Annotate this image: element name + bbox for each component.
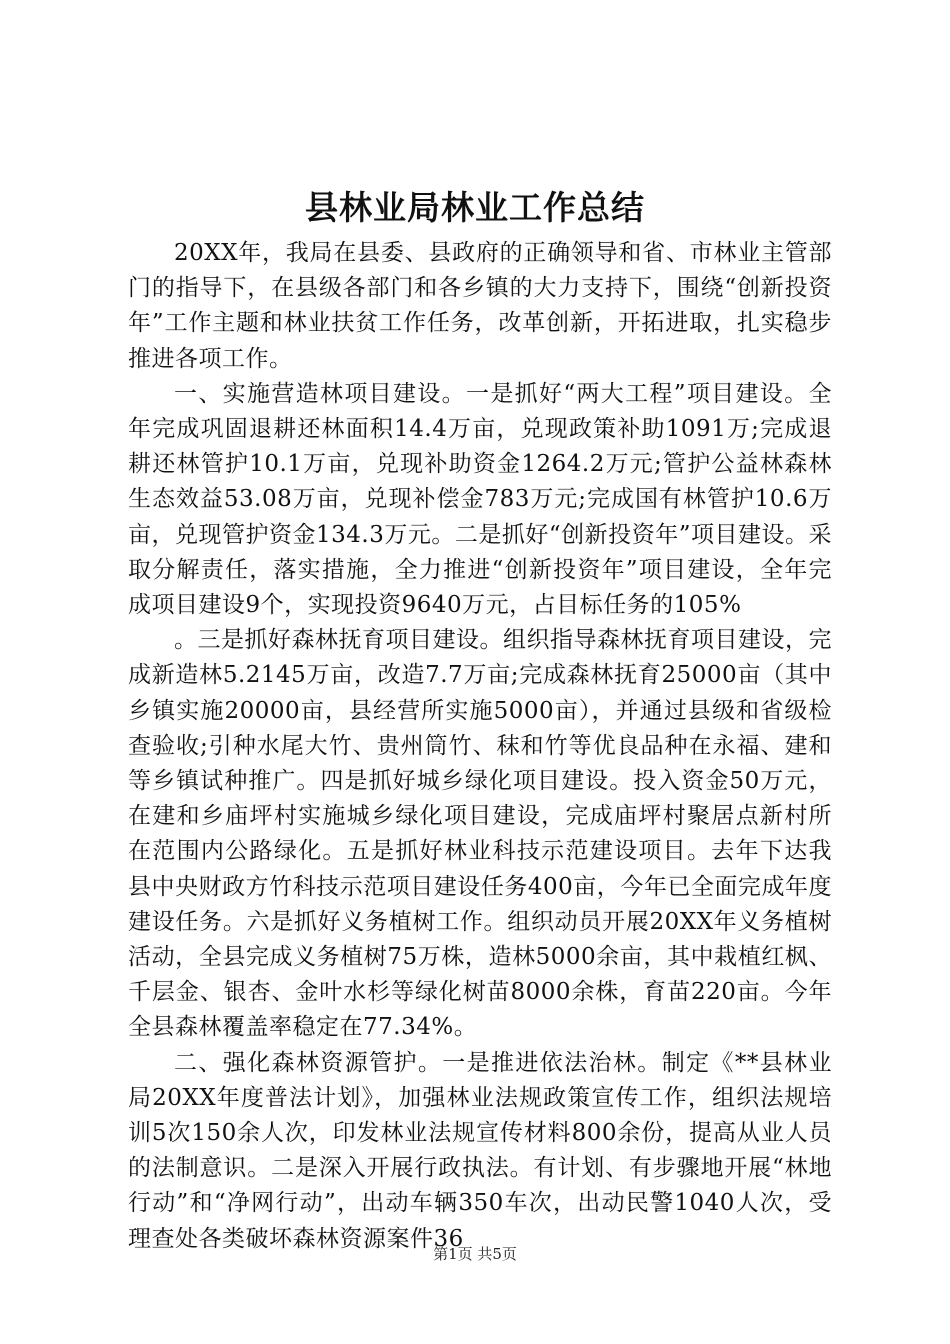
- paragraph-resource-protection: 二、强化森林资源管护。一是推进依法治林。制定《**县林业局20XX年度普法计划》，加强林业法规政策宣传工作，组织法规培训5次150余人次，印发林业法规宣传材料800余份，提高从业人员的法制意识。二是深入开展行政执法。有计划、有步骤地开展“林地行动”和“净网行动”，出动车辆350车次，出动民警1040人次，受理查处各类破坏森林资源案件36: [128, 1049, 832, 1252]
- paragraph-afforestation: 一、实施营造林项目建设。一是抓好“两大工程”项目建设。全年完成巩固退耕还林面积14.4万亩，兑现政策补助1091万;完成退耕还林管护10.1万亩，兑现补助资金1264.2万元;管护公益林森林生态效益53.08万亩，兑现补偿金783万元;完成国有林管护10.6万亩，兑现管护资金134.3万元。二是抓好“创新投资年”项目建设。采取分解责任，落实措施，全力推进“创新投资年”项目建设，全年完成项目建设9个，实现投资9640万元，占目标任务的105%: [128, 380, 832, 619]
- document-body: [128, 236, 832, 1257]
- page-footer: 第1页 共5页: [433, 1245, 517, 1263]
- paragraph-intro: 20XX年，我局在县委、县政府的正确领导和省、市林业主管部门的指导下，在县级各部门和各乡镇的大力支持下，围绕“创新投资年”工作主题和林业扶贫工作任务，改革创新，开拓进取，扎实稳步推进各项工作。: [128, 240, 832, 372]
- paragraph-forest-tending: 。三是抓好森林抚育项目建设。组织指导森林抚育项目建设，完成新造林5.2145万亩，改造7.7万亩;完成森林抚育25000亩（其中乡镇实施20000亩，县经营所实施5000亩），并通过县级和省级检查验收;引种水尾大竹、贵州筒竹、秣和竹等优良品种在永福、建和等乡镇试种推广。四是抓好城乡绿化项目建设。投入资金50万元，在建和乡庙坪村实施城乡绿化项目建设，完成庙坪村聚居点新村所在范围内公路绿化。五是抓好林业科技示范建设项目。去年下达我县中央财政方竹科技示范项目建设任务400亩，今年已全面完成年度建设任务。六是抓好义务植树工作。组织动员开展20XX年义务植树活动，全县完成义务植树75万株，造林5000余亩，其中栽植红枫、千层金、银杏、金叶水杉等绿化树苗8000余株，育苗220亩。今年全县森林覆盖率稳定在77.34%。: [128, 627, 832, 1041]
- document-title: 县林业局林业工作总结: [305, 188, 645, 227]
